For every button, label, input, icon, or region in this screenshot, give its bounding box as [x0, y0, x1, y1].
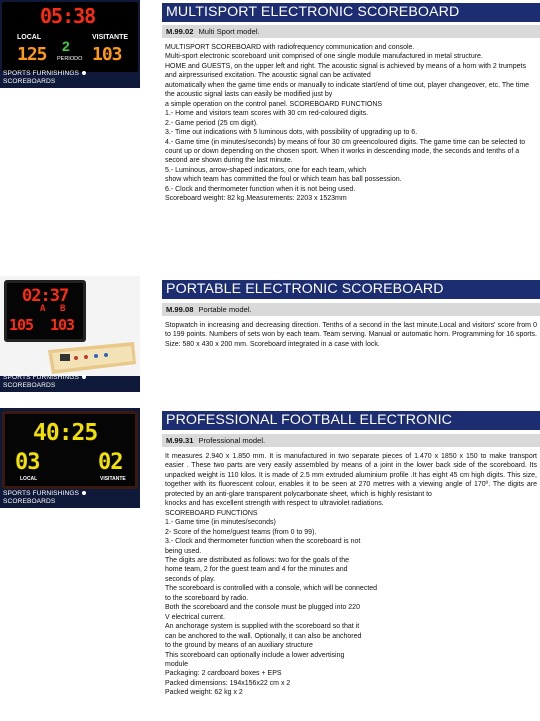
- model-line: [162, 434, 540, 447]
- model-code: M.99.02: [166, 27, 194, 36]
- description-line: to the scoreboard by radio.: [165, 594, 249, 602]
- description-line: It measures 2.940 x 1.850 mm. It is manufactured in two separate pieces of 1.470 x 1850 x 150 to make transport easier . These two parts are very easily assembled by means of a joint in the lower back side of the scoreboard. Its unpacked weight is 110 kilos. It is made of 2.5 mm extruded aluminium profile .It has eight 45 cm high digits. This size, together with its fluorescent colour, enables it to be seen at 270 metres with a viewing angle of 170º. The digits are protected by an anti-glare transparent polycarbonate sheet, which is highly resistant to: [165, 453, 537, 498]
- away-score: 103: [92, 44, 122, 65]
- caption-subtext: SCOREBOARDS: [3, 498, 56, 505]
- bullet-icon: [82, 375, 86, 379]
- description-line: 6.- Clock and thermometer function when it is not being used.: [165, 185, 356, 193]
- product-heading: MULTISPORT ELECTRONIC SCOREBOARD: [162, 3, 540, 22]
- description-line: SCOREBOARD FUNCTIONS: [165, 509, 258, 517]
- product-thumbnail[interactable]: [0, 408, 140, 508]
- period-value: 2: [62, 38, 70, 54]
- product-entry-multisport: [0, 0, 540, 230]
- description-line: Packaging: 2 cardboard boxes + EPS: [165, 670, 282, 678]
- thumbnail-caption: [3, 374, 138, 390]
- description-line: show which team has committed the foul or which team has ball possession.: [165, 176, 402, 184]
- thumbnail-caption: [3, 70, 138, 86]
- description-line: 2.- Game period (25 cm digit).: [165, 119, 258, 127]
- team-b-label: B: [60, 304, 66, 314]
- description-line: 4.- Game time (in minutes/seconds) by means of four 30 cm greencoloured digits. The game time can be selected to count up or down depending on the chosen sport. When it works in descending mode, the seconds and tenths of a second are shown during the last minute.: [165, 138, 526, 165]
- description-line: 5.- Luminous, arrow-shaped indicators, one for each team, which: [165, 166, 367, 174]
- description-line: The digits are distributed as follows: two for the goals of the: [165, 556, 350, 564]
- description-line: HOME and GUESTS, on the upper left and right. The acoustic signal is achieved by means of a horn with 2 trumpets and airpressurised excitation. The acoustic signal can be activated: [165, 62, 526, 80]
- description-line: to the ground by means of an auxiliary structure: [165, 642, 313, 650]
- home-score: 03: [15, 450, 40, 475]
- description-line: knocks and has excellent strength with respect to ultraviolet radiations.: [165, 500, 384, 508]
- scoreboard-time: 05:38: [40, 4, 96, 28]
- description-line: can be anchored to the wall. Optionally, it can also be anchored: [165, 632, 362, 640]
- away-score: 103: [50, 316, 75, 334]
- description-line: Both the scoreboard and the console must be plugged into 220: [165, 604, 360, 612]
- home-score: 125: [17, 44, 47, 65]
- caption-text: SPORTS FURNISHINGS: [3, 490, 80, 497]
- description-line: The scoreboard is controlled with a console, which will be connected: [165, 585, 378, 593]
- product-heading: PROFESSIONAL FOOTBALL ELECTRONIC: [162, 411, 540, 430]
- model-name: Portable model.: [198, 305, 252, 314]
- home-score: 105: [9, 316, 34, 334]
- model-name: Multi Sport model.: [198, 27, 260, 36]
- description-line: Stopwatch in increasing and decreasing direction. Tenths of a second in the last minute.Local and visitors' score from 0 to 199 points. Numbers of sets won by each team. Team serving. Manual or automatic horn. Programming for 16 sports. Size: 580 x 430 x 200 mm. Scoreboard integrated in a case with lock.: [165, 322, 537, 348]
- description-line: 1.- Home and visitors team scores with 30 cm red-coloured digits.: [165, 110, 369, 118]
- description-line: a simple operation on the control panel. SCOREBOARD FUNCTIONS: [165, 100, 383, 108]
- description-line: seconds of play.: [165, 575, 216, 583]
- home-label: LOCAL: [17, 34, 42, 41]
- bullet-icon: [82, 491, 86, 495]
- caption-subtext: SCOREBOARDS: [3, 78, 56, 85]
- team-a-label: A: [40, 304, 46, 314]
- description-line: home team, 2 for the guest team and 4 for the minutes and: [165, 566, 348, 574]
- bullet-icon: [82, 71, 86, 75]
- description-line: Packed weight: 62 kg x 2: [165, 689, 243, 697]
- product-entry-portable: [0, 276, 540, 396]
- model-line: [162, 25, 540, 38]
- description-line: Packed dimensions: 194x156x22 cm x 2: [165, 679, 291, 687]
- model-code: M.99.08: [166, 305, 194, 314]
- caption-subtext: SCOREBOARDS: [3, 382, 56, 389]
- product-thumbnail[interactable]: [0, 0, 140, 88]
- away-label: VISITANTE: [92, 34, 129, 41]
- product-heading: PORTABLE ELECTRONIC SCOREBOARD: [162, 280, 540, 299]
- product-entry-football: [0, 408, 540, 721]
- thumbnail-caption: [3, 490, 138, 506]
- product-thumbnail[interactable]: [0, 276, 140, 392]
- product-description: [165, 452, 537, 698]
- away-score: 02: [98, 450, 123, 475]
- description-line: V electrical current.: [165, 613, 225, 621]
- description-line: An anchorage system is supplied with the scoreboard so that it: [165, 623, 360, 631]
- description-line: 3.- Time out indications with 5 luminous dots, with possibility of upgrading up to 6.: [165, 129, 418, 137]
- description-line: 3.- Clock and thermometer function when the scoreboard is not: [165, 538, 361, 546]
- caption-text: SPORTS FURNISHINGS: [3, 374, 80, 381]
- model-line: [162, 303, 540, 316]
- description-line: Multi-sport electronic scoreboard unit comprised of one single module manufactured in metal structure.: [165, 53, 483, 61]
- description-line: This scoreboard can optionally include a lower advertising: [165, 651, 345, 659]
- description-line: automatically when the game time ends or manually to indicate start/end of time out, player changeover, etc. The time the acoustic signal lasts can easily be modified just by: [165, 81, 530, 99]
- description-line: 2- Score of the home/guest teams (from 0 to 99).: [165, 528, 317, 536]
- away-label: VISITANTE: [100, 476, 126, 482]
- description-line: being used.: [165, 547, 202, 555]
- model-code: M.99.31: [166, 436, 194, 445]
- description-line: 1.- Game time (in minutes/seconds): [165, 519, 276, 527]
- product-description: [165, 43, 537, 204]
- description-line: module: [165, 660, 188, 668]
- home-label: LOCAL: [20, 476, 38, 482]
- product-description: [165, 321, 537, 349]
- caption-text: SPORTS FURNISHINGS: [3, 70, 80, 77]
- description-line: MULTISPORT SCOREBOARD with radiofrequency communication and console.: [165, 44, 415, 51]
- scoreboard-time: 02:37: [22, 286, 69, 306]
- period-label: PERIODO: [57, 56, 83, 62]
- model-name: Professional model.: [198, 436, 266, 445]
- description-line: Scoreboard weight: 82 kg.Measurements: 2203 x 1523mm: [165, 195, 347, 203]
- scoreboard-time: 40:25: [33, 420, 98, 446]
